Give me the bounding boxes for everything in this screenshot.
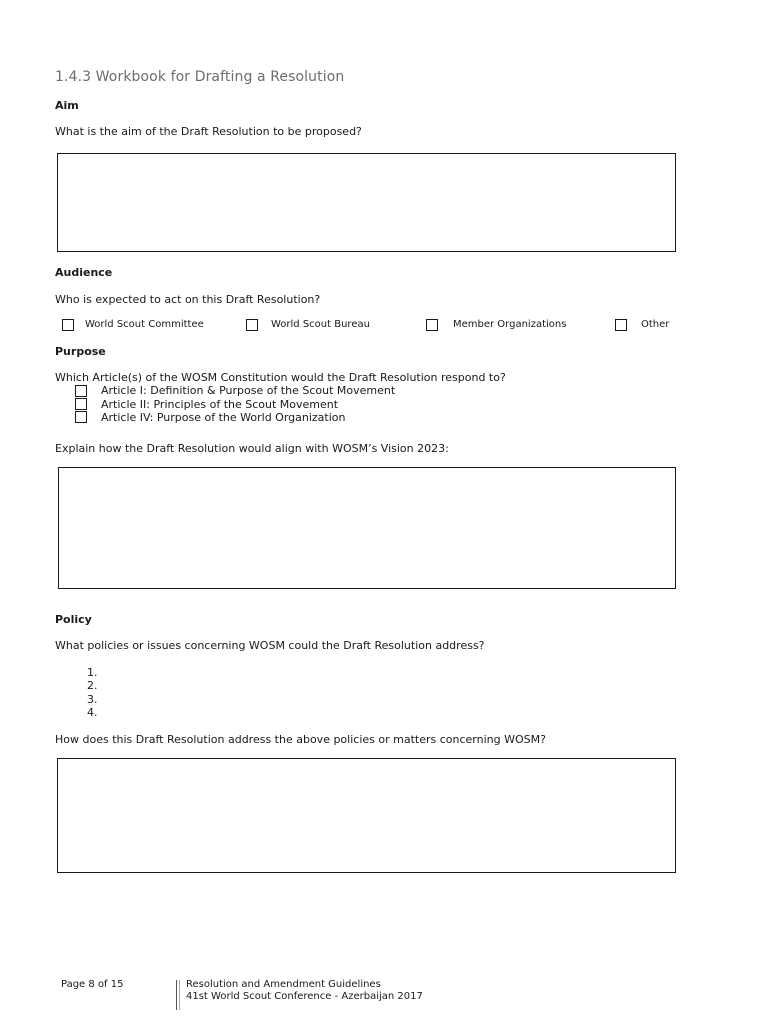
policy-list-item: 1. (87, 666, 98, 679)
page-number: Page 8 of 15 (61, 979, 124, 990)
vision-answer-box[interactable] (58, 467, 676, 589)
footer-divider-shadow (179, 980, 180, 1010)
purpose-heading: Purpose (55, 345, 106, 358)
footer-divider (176, 980, 177, 1010)
option-label-other: Other (641, 319, 670, 330)
option-label-world-scout-committee: World Scout Committee (85, 319, 204, 330)
footer-conference: 41st World Scout Conference - Azerbaijan 2017 (186, 991, 423, 1002)
article-label-1: Article I: Definition & Purpose of the Scout Movement (101, 384, 396, 397)
audience-heading: Audience (55, 266, 113, 279)
policy-question: What policies or issues concerning WOSM could the Draft Resolution address? (55, 639, 485, 652)
aim-question: What is the aim of the Draft Resolution to be proposed? (55, 125, 362, 138)
article-label-4: Article IV: Purpose of the World Organization (101, 411, 346, 424)
checkbox-member-organizations[interactable] (426, 319, 438, 331)
checkbox-other[interactable] (615, 319, 627, 331)
purpose-question: Which Article(s) of the WOSM Constitution would the Draft Resolution respond to? (55, 371, 506, 384)
policy-heading: Policy (55, 613, 92, 626)
policy-list-item: 2. (87, 679, 98, 692)
aim-answer-box[interactable] (57, 153, 676, 252)
checkbox-article-4[interactable] (75, 411, 87, 423)
option-label-world-scout-bureau: World Scout Bureau (271, 319, 370, 330)
policy-list-item: 3. (87, 693, 98, 706)
aim-heading: Aim (55, 99, 79, 112)
checkbox-article-1[interactable] (75, 385, 87, 397)
checkbox-world-scout-bureau[interactable] (246, 319, 258, 331)
checkbox-world-scout-committee[interactable] (62, 319, 74, 331)
footer-document-title: Resolution and Amendment Guidelines (186, 979, 381, 990)
vision-question: Explain how the Draft Resolution would align with WOSM’s Vision 2023: (55, 442, 449, 455)
audience-question: Who is expected to act on this Draft Resolution? (55, 293, 321, 306)
policy-question-2: How does this Draft Resolution address the above policies or matters concerning WOSM? (55, 733, 546, 746)
checkbox-article-2[interactable] (75, 398, 87, 410)
policy-answer-box[interactable] (57, 758, 676, 873)
policy-list-item: 4. (87, 706, 98, 719)
page-title: 1.4.3 Workbook for Drafting a Resolution (55, 69, 345, 85)
option-label-member-organizations: Member Organizations (453, 319, 567, 330)
article-label-2: Article II: Principles of the Scout Movement (101, 398, 339, 411)
